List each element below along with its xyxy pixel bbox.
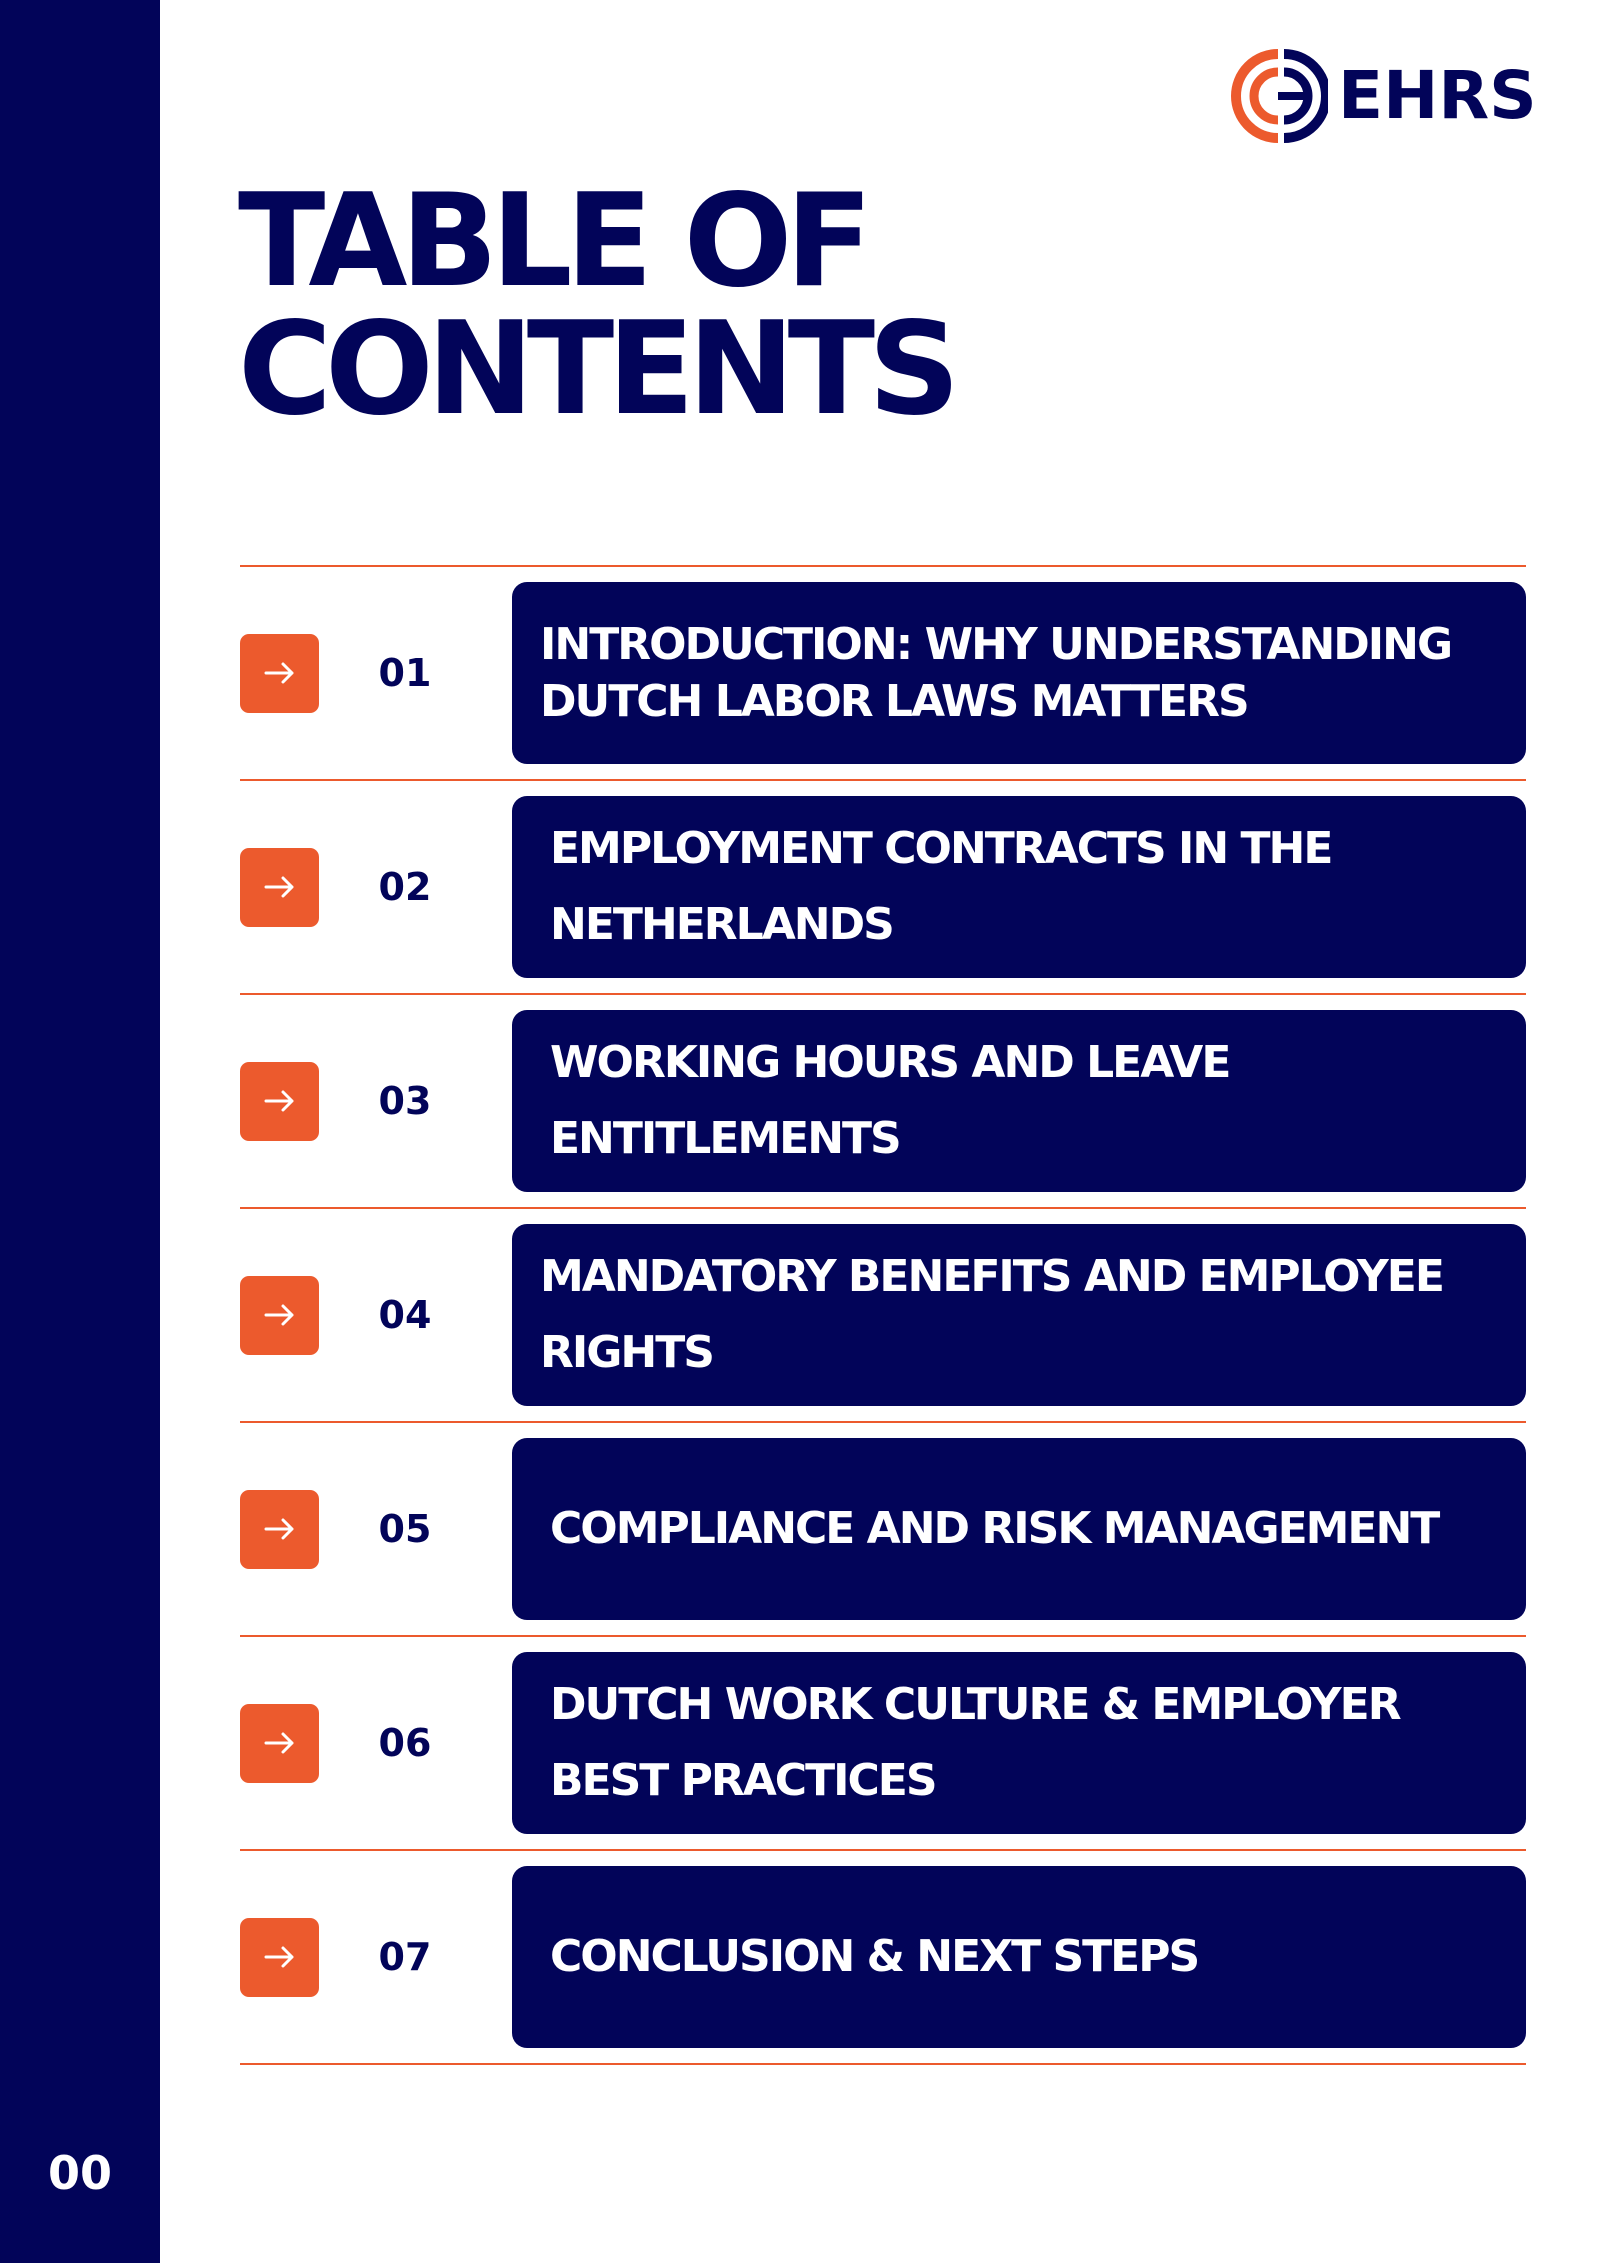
item-box[interactable]: [512, 796, 1526, 978]
arrow-button[interactable]: [240, 1918, 319, 1997]
item-box[interactable]: [512, 582, 1526, 764]
item-number: 06: [378, 1721, 432, 1765]
toc-item[interactable]: [240, 1423, 1526, 1635]
item-box[interactable]: [512, 1866, 1526, 2048]
toc-item[interactable]: [240, 1851, 1526, 2063]
item-title: INTRODUCTION: WHY UNDERSTANDING DUTCH LABOR LAWS MATTERS: [540, 619, 1452, 727]
page-number: 00: [47, 2146, 112, 2200]
item-box[interactable]: [512, 1010, 1526, 1192]
toc-item[interactable]: [240, 995, 1526, 1207]
arrow-button[interactable]: [240, 1490, 319, 1569]
sidebar-strip: [0, 0, 160, 2263]
arrow-right-icon: [260, 653, 300, 693]
item-number: 05: [378, 1507, 432, 1551]
page-title-line-1: TABLE OF: [238, 167, 866, 316]
toc-item[interactable]: [240, 1209, 1526, 1421]
arrow-right-icon: [260, 867, 300, 907]
divider: [240, 2063, 1526, 2065]
arrow-button[interactable]: [240, 1276, 319, 1355]
ehrs-logo: [1228, 45, 1537, 147]
item-title: CONCLUSION & NEXT STEPS: [550, 1931, 1199, 1982]
arrow-button[interactable]: [240, 848, 319, 927]
item-title: COMPLIANCE AND RISK MANAGEMENT: [550, 1503, 1439, 1554]
item-number: 03: [378, 1079, 432, 1123]
item-title: EMPLOYMENT CONTRACTS IN THE NETHERLANDS: [550, 823, 1332, 950]
item-number: 07: [378, 1935, 432, 1979]
arrow-right-icon: [260, 1081, 300, 1121]
item-number: 04: [378, 1293, 432, 1337]
logo-mark-icon: [1228, 46, 1328, 146]
item-box[interactable]: [512, 1224, 1526, 1406]
arrow-button[interactable]: [240, 634, 319, 713]
logo-wordmark: EHRS: [1338, 57, 1537, 134]
item-box[interactable]: [512, 1652, 1526, 1834]
item-box[interactable]: [512, 1438, 1526, 1620]
item-title: MANDATORY BENEFITS AND EMPLOYEE RIGHTS: [540, 1251, 1443, 1378]
arrow-button[interactable]: [240, 1704, 319, 1783]
table-of-contents: [240, 565, 1526, 2065]
toc-item[interactable]: [240, 781, 1526, 993]
item-title: WORKING HOURS AND LEAVE ENTITLEMENTS: [550, 1037, 1230, 1164]
page-title-line-2: CONTENTS: [238, 295, 954, 444]
item-title: DUTCH WORK CULTURE & EMPLOYER BEST PRACTICES: [550, 1679, 1400, 1806]
arrow-right-icon: [260, 1937, 300, 1977]
arrow-right-icon: [260, 1509, 300, 1549]
arrow-button[interactable]: [240, 1062, 319, 1141]
item-number: 02: [378, 865, 432, 909]
toc-item[interactable]: [240, 1637, 1526, 1849]
toc-item[interactable]: [240, 567, 1526, 779]
item-number: 01: [378, 651, 432, 695]
arrow-right-icon: [260, 1723, 300, 1763]
page-title: [238, 167, 954, 444]
arrow-right-icon: [260, 1295, 300, 1335]
